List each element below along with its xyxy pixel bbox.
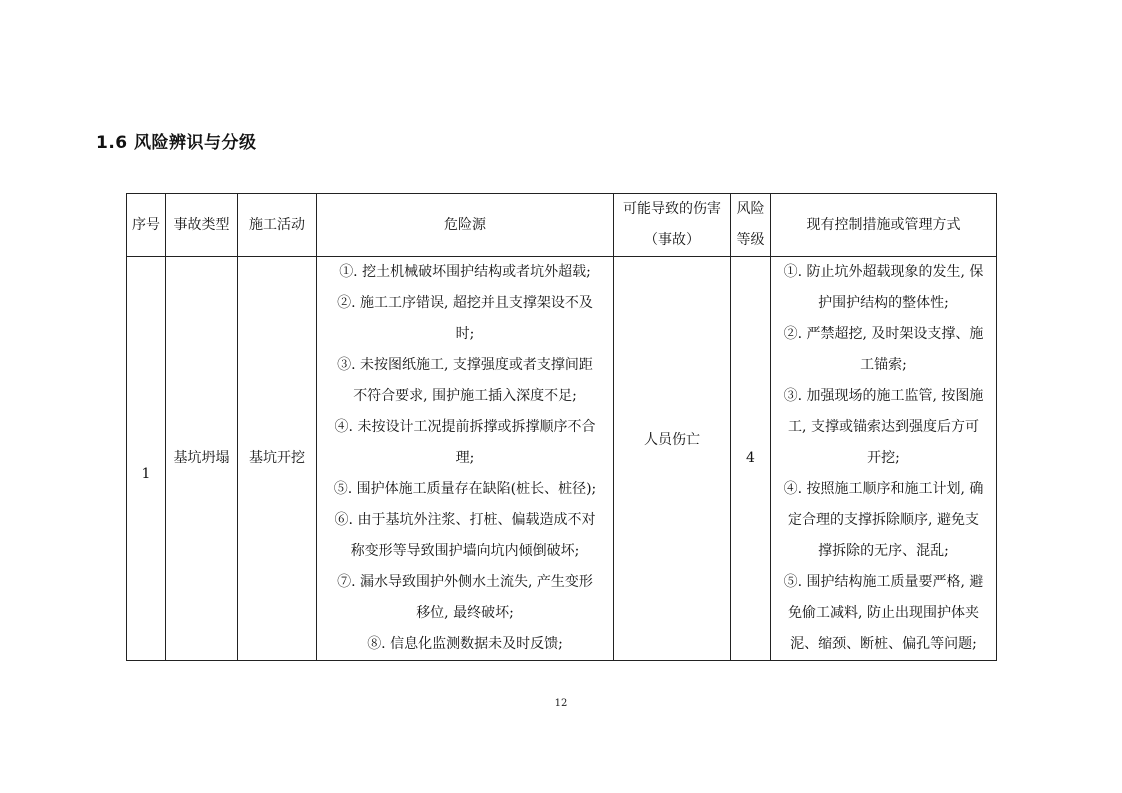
cell-activity: 基坑开挖 <box>238 257 317 661</box>
control-line: ④. 按照施工顺序和施工计划, 确 <box>783 481 984 497</box>
hazard-line: ⑥. 由于基坑外注浆、打桩、偏载造成不对 <box>334 512 596 528</box>
control-line: 工锚索; <box>860 357 907 373</box>
header-risk-level <box>731 194 771 257</box>
cell-hazard-source <box>317 257 614 661</box>
hazard-line: 移位, 最终破坏; <box>416 605 514 621</box>
hazard-line: ③. 未按图纸施工, 支撑强度或者支撑间距 <box>337 357 593 373</box>
header-level-line1: 风险 <box>736 201 765 217</box>
hazard-line: 理; <box>455 450 475 466</box>
control-line: 护围护结构的整体性; <box>818 295 949 311</box>
control-line: ①. 防止坑外超载现象的发生, 保 <box>783 264 984 280</box>
hazard-line: ①. 挖土机械破坏围护结构或者坑外超载; <box>339 264 591 280</box>
table-body <box>127 257 997 661</box>
table-row <box>127 257 997 661</box>
section-title: 1.6 风险辨识与分级 <box>96 133 257 153</box>
control-line: 定合理的支撑拆除顺序, 避免支 <box>788 512 979 528</box>
cell-risk-level: 4 <box>731 257 771 661</box>
header-harm-line1: 可能导致的伤害 <box>623 201 721 217</box>
hazard-line: 不符合要求, 围护施工插入深度不足; <box>353 388 577 404</box>
control-line: ②. 严禁超挖, 及时架设支撑、施 <box>783 326 984 342</box>
header-harm-line2: （事故） <box>644 232 700 248</box>
header-accident-type: 事故类型 <box>166 194 238 257</box>
header-hazard-source: 危险源 <box>317 194 614 257</box>
control-line: 撑拆除的无序、混乱; <box>818 543 949 559</box>
hazard-line: 称变形等导致围护墙向坑内倾倒破坏; <box>350 543 580 559</box>
header-activity: 施工活动 <box>238 194 317 257</box>
hazard-line: ②. 施工工序错误, 超挖并且支撑架设不及 <box>337 295 593 311</box>
hazard-line: ⑦. 漏水导致围护外侧水土流失, 产生变形 <box>337 574 593 590</box>
hazard-line: ④. 未按设计工况提前拆撑或拆撑顺序不合 <box>334 419 596 435</box>
table-header <box>127 194 997 257</box>
header-control-measures: 现有控制措施或管理方式 <box>771 194 997 257</box>
hazard-line: 时; <box>455 326 475 342</box>
header-level-line2: 等级 <box>736 232 765 248</box>
cell-accident-type: 基坑坍塌 <box>166 257 238 661</box>
control-line: ③. 加强现场的施工监管, 按图施 <box>783 388 984 404</box>
header-row <box>127 194 997 257</box>
cell-possible-harm <box>614 257 731 661</box>
control-line: 开挖; <box>867 450 900 466</box>
risk-identification-table <box>126 193 997 661</box>
control-line: 免偷工减料, 防止出现围护体夹 <box>788 605 979 621</box>
control-line: ⑤. 围护结构施工质量要严格, 避 <box>783 574 984 590</box>
page-number: 12 <box>554 698 568 709</box>
hazard-line: ⑤. 围护体施工质量存在缺陷(桩长、桩径); <box>333 481 597 497</box>
control-line: 工, 支撑或锚索达到强度后方可 <box>788 419 979 435</box>
control-line: 泥、缩颈、断桩、偏孔等问题; <box>790 636 977 652</box>
harm-text: 人员伤亡 <box>644 432 700 448</box>
hazard-line: ⑧. 信息化监测数据未及时反馈; <box>367 636 563 652</box>
cell-no: 1 <box>127 257 166 661</box>
header-no: 序号 <box>127 194 166 257</box>
header-possible-harm <box>614 194 731 257</box>
cell-control-measures <box>771 257 997 661</box>
